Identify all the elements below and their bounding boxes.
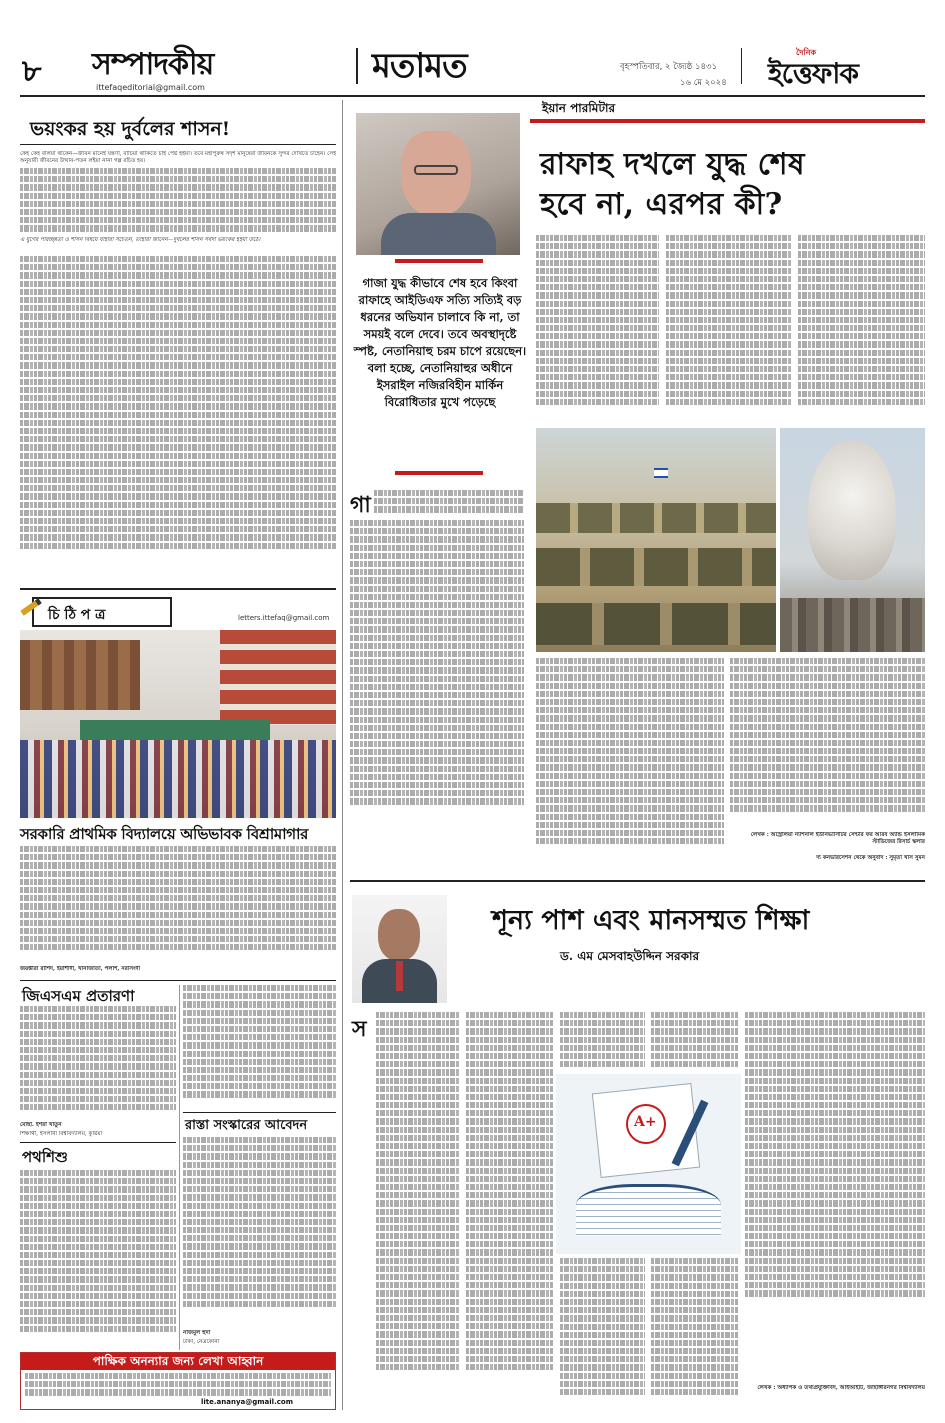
notice-title: পাক্ষিক অনন্যার জন্য লেখা আহ্বান (21, 1353, 335, 1370)
notice-email: lite.ananya@gmail.com (201, 1398, 293, 1406)
education-headline: শূন্য পাশ এবং মানসম্মত শিক্ষা (492, 905, 810, 936)
pullquote-bottom-rule (395, 471, 483, 475)
education-col-2 (466, 1012, 554, 1412)
letters-top-rule (20, 588, 336, 590)
section-title: সম্পাদকীয় (92, 47, 214, 82)
gsm-rule (20, 1142, 176, 1143)
education-col-3-bottom (560, 1258, 645, 1412)
tank-row-3 (536, 603, 776, 645)
letters-body (20, 846, 336, 964)
opinion-col-3-bottom (730, 658, 925, 828)
opinion-drop-cap: গা (350, 492, 371, 518)
letters-email: letters.ittefaq@gmail.com (238, 614, 330, 622)
education-author-face (378, 909, 420, 961)
smoke-photo (780, 428, 925, 652)
header-divider-left (356, 48, 358, 84)
opinion-col-2-top (536, 235, 659, 422)
road-title: রাস্তা সংস্কারের আবেদন (185, 1118, 308, 1133)
grade-label: A+ (634, 1114, 657, 1130)
education-author-tie (396, 961, 403, 991)
gsm-title: জিএসএম প্রতারণা (22, 987, 135, 1005)
education-author-photo (352, 895, 447, 1003)
opinion-col-1-body (350, 520, 524, 840)
smoke-plume (808, 440, 896, 580)
open-book (576, 1184, 721, 1236)
opinion-headline-2: হবে না, এরপর কী? (540, 187, 783, 222)
editorial-title-rule (20, 144, 336, 145)
school-building-left (20, 640, 140, 710)
main-column-divider (342, 100, 343, 1410)
education-col-4-bottom (651, 1258, 739, 1412)
editorial-body (20, 168, 336, 236)
letters-sub-rule (20, 980, 336, 981)
opinion-credit: লেখক : অস্ট্রেলিয়া ন্যাশনাল ইউনিভার্সিটির সেন্টার ফর আরব অ্যান্ড ইসলামিক স্টাডিজের রিসার্চ স্কলার (750, 832, 925, 846)
editorial-lead: কেহ কেহ বলিয়া থাকেন—জীবন মানেই যন্ত্রণা, বাঁচিয়া থাকিতে চাই পেষ্ট হইয়া। তবে মহাপুরুষ সদৃশ মানুষেরা জীবনকে সুন্দর দেখিতে চাহেন। সেই অনুযায়ী জীবনের উত্থান-পতন লইয়া নানা গল্প রচিত হয়। (20, 151, 336, 165)
education-col-3-top (560, 1012, 645, 1070)
opinion-translator: দ্য কনভারসেশন থেকে অনুবাদ : সুমৃতা খাস সুমন (816, 855, 925, 861)
school-gate (80, 720, 270, 740)
author-shirt (381, 213, 496, 255)
headline-accent-bar (530, 119, 925, 123)
page-number: ৮ (22, 54, 42, 89)
header-rule (20, 95, 925, 97)
editorial-quote: এ যুগের পরিচ্ছন্নতা ও শাসন বিষয়ে যাহারা সচেতন, তাহারা জানেন—দুর্বলের শাসন সর্বদা ভয়ংকর হইয়া উঠে। (20, 237, 261, 243)
road-signature-2: ঢাকা, নেত্রকোনা (183, 1339, 220, 1345)
letters-signature: জয়ন্তীরা রাশিদ, ইয়াশীদী, খানাজাতা, পলাশ, নরসিংদী (20, 966, 141, 972)
education-col-1 (376, 1012, 460, 1412)
opinion-headline-1: রাফাহ দখলে যুদ্ধ শেষ (540, 147, 806, 182)
letters-column-divider (179, 985, 180, 1350)
letters-headline: সরকারি প্রাথমিক বিদ্যালয়ে অভিভাবক বিশ্রামাগার (20, 825, 309, 843)
gsm-body-right (183, 985, 336, 1109)
editorial-title: ভয়ংকর হয় দুর্বলের শাসন! (30, 118, 231, 140)
date-line-2: ১৬ মে ২০২৪ (680, 78, 727, 88)
school-building-right (220, 630, 336, 725)
gsm-signature-2: শিক্ষার্থী, ইসলামী বিশ্ববিদ্যালয়, কুষ্টিয়া (20, 1131, 103, 1137)
tank-row-1 (536, 503, 776, 533)
opinion-col-4-top (798, 235, 925, 422)
education-col-4-top (651, 1012, 739, 1070)
opinion-title: মতামত (372, 46, 467, 86)
opinion-col-3-top (666, 235, 791, 422)
flag-icon (654, 468, 668, 478)
opinion-col-1 (374, 490, 524, 518)
tanks-photo (536, 428, 776, 652)
education-col-5 (745, 1012, 925, 1330)
education-author: ড. এম মেসবাহউদ্দিন সরকার (560, 949, 700, 963)
date-line-1: বৃহস্পতিবার, ২ জ্যৈষ্ঠ ১৪৩১ (620, 62, 718, 72)
education-drop-cap: স (352, 1016, 367, 1042)
children-crowd (20, 740, 336, 818)
road-signature: নাজমুল হুদা (183, 1330, 211, 1336)
road-rule (183, 1112, 336, 1113)
gsm-body (20, 1006, 176, 1120)
path-title: পথশিশু (22, 1148, 68, 1166)
opinion-col-2-bottom (536, 658, 724, 868)
education-credit: লেখক : অধ্যাপক ও তথ্যপ্রযুক্তিবিদ, আইআইটি, জাহাঙ্গীরনগর বিশ্ববিদ্যালয় (757, 1385, 925, 1391)
author-name: ইয়ান পারমিটার (542, 101, 616, 115)
city-skyline (780, 598, 925, 652)
education-top-rule (350, 880, 925, 882)
header-divider-right (741, 48, 742, 84)
masthead-logo: ইত্তেফাক (768, 57, 859, 90)
editorial-email: ittefaqeditorial@gmail.com (96, 83, 205, 92)
notice-box (20, 1352, 336, 1410)
pullquote-top-rule (395, 259, 483, 263)
road-body (183, 1137, 336, 1327)
notice-body (25, 1373, 331, 1397)
gsm-signature: মোছা. ইশরা খাতুন (20, 1122, 62, 1128)
pull-quote: গাজা যুদ্ধ কীভাবে শেষ হবে কিংবা রাফাহে আইডিএফ সত্যি সত্যিই বড় ধরনের অভিযান চালাবে কি না, তা সময়ই বলে দেবে। তবে অবস্থাদৃষ্টে স্পষ্ট, নেতানিয়াহু চরম চাপে রয়েছেন। বলা হচ্ছে, নেতানিয়াহুর অধীনে ইসরাইল নজিরবিহীন মার্কিন বিরোধিতার মুখে পড়েছে (353, 276, 527, 409)
editorial-body-2 (20, 256, 336, 580)
masthead-small: দৈনিক (796, 47, 817, 57)
education-illustration (556, 1074, 741, 1254)
path-body (20, 1170, 176, 1350)
author-photo (356, 113, 520, 255)
tank-row-2 (536, 548, 776, 586)
school-photo (20, 630, 336, 818)
author-glasses (414, 165, 458, 175)
letters-title: চি ঠি প ত্র (48, 607, 106, 623)
